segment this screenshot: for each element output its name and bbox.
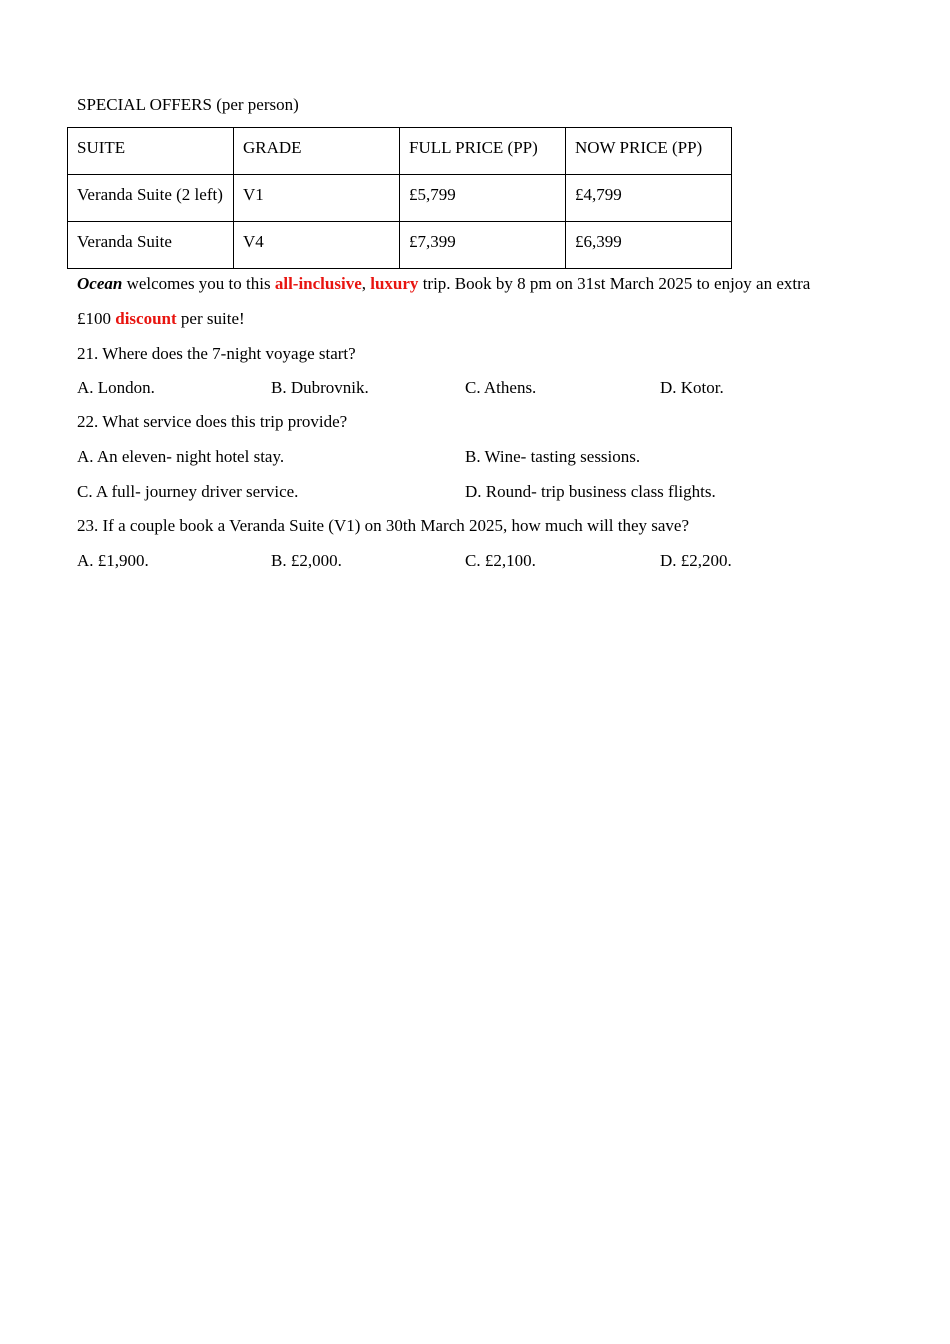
cell-now-price: £4,799 [566, 175, 732, 222]
table-row [68, 222, 732, 269]
offers-heading: SPECIAL OFFERS (per person) [77, 95, 299, 114]
highlight-discount: discount [115, 309, 177, 328]
cell-grade: V4 [234, 222, 400, 269]
table-row [68, 175, 732, 222]
q23-option-c: C. £2,100. [465, 551, 536, 570]
promo-text: trip. Book by 8 pm on 31st March 2025 to enjoy an extra [418, 274, 811, 293]
question-21: 21. Where does the 7-night voyage start? [77, 344, 356, 363]
question-22: 22. What service does this trip provide? [77, 412, 348, 431]
q21-option-b: B. Dubrovnik. [271, 378, 369, 397]
promo-text: £100 [77, 309, 116, 328]
header-cell-grade: GRADE [234, 128, 400, 175]
promo-line-2 [77, 308, 245, 330]
highlight-all-inclusive: all-inclusive [274, 274, 362, 293]
special-offers-table [67, 127, 732, 269]
cell-suite: Veranda Suite [68, 222, 234, 269]
promo-line-1 [77, 273, 810, 295]
cell-full-price: £7,399 [400, 222, 566, 269]
promo-text: per suite! [176, 309, 245, 328]
q23-option-b: B. £2,000. [271, 551, 342, 570]
q23-option-a: A. £1,900. [77, 551, 149, 570]
header-cell-suite: SUITE [68, 128, 234, 175]
brand-name: Ocean [77, 274, 123, 293]
question-23: 23. If a couple book a Veranda Suite (V1) on 30th March 2025, how much will they save? [77, 516, 690, 535]
q22-option-c: C. A full- journey driver service. [77, 482, 299, 501]
q21-option-a: A. London. [77, 378, 155, 397]
cell-suite: Veranda Suite (2 left) [68, 175, 234, 222]
q21-option-c: C. Athens. [465, 378, 537, 397]
q22-option-a: A. An eleven- night hotel stay. [77, 447, 285, 466]
q22-option-d: D. Round- trip business class flights. [465, 482, 716, 501]
cell-now-price: £6,399 [566, 222, 732, 269]
cell-grade: V1 [234, 175, 400, 222]
promo-text: welcomes you to this [122, 274, 275, 293]
q23-option-d: D. £2,200. [660, 551, 732, 570]
header-cell-full-price: FULL PRICE (PP) [400, 128, 566, 175]
promo-text: , [361, 274, 371, 293]
q22-option-b: B. Wine- tasting sessions. [465, 447, 641, 466]
header-cell-now-price: NOW PRICE (PP) [566, 128, 732, 175]
q21-option-d: D. Kotor. [660, 378, 724, 397]
highlight-luxury: luxury [370, 274, 419, 293]
table-header-row [68, 128, 732, 175]
cell-full-price: £5,799 [400, 175, 566, 222]
